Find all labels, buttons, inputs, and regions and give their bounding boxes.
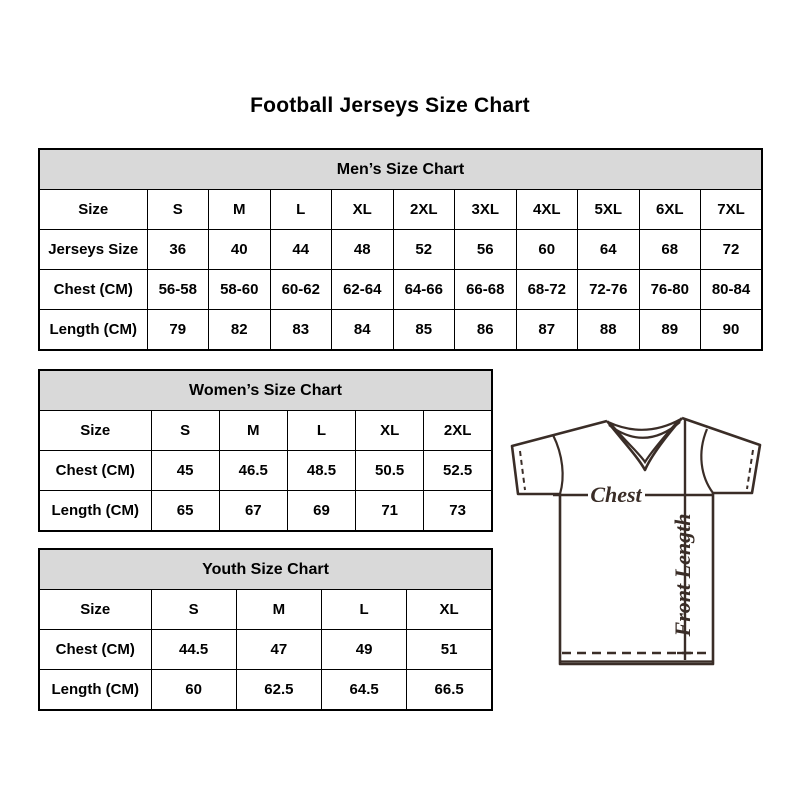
size-cell: 84: [332, 310, 394, 350]
table-row: [39, 190, 762, 230]
row-label: Chest (CM): [39, 630, 151, 670]
size-cell: 5XL: [578, 190, 640, 230]
left-armhole-seam: [553, 435, 563, 494]
table-row: [39, 491, 492, 531]
table-title: Men’s Size Chart: [39, 149, 762, 190]
size-cell: S: [147, 190, 209, 230]
row-label: Size: [39, 590, 151, 630]
table-header-row: [39, 370, 492, 411]
size-cell: 80-84: [701, 270, 763, 310]
womens-size-table: [38, 369, 493, 532]
size-cell: 52.5: [424, 451, 492, 491]
size-cell: L: [322, 590, 407, 630]
right-cuff-dashed-line: [747, 450, 753, 489]
table-row: [39, 310, 762, 350]
table-row: [39, 411, 492, 451]
size-cell: 72-76: [578, 270, 640, 310]
size-cell: 64: [578, 230, 640, 270]
size-cell: 64-66: [393, 270, 455, 310]
size-cell: 90: [701, 310, 763, 350]
row-label: Chest (CM): [39, 451, 151, 491]
size-cell: 68-72: [516, 270, 578, 310]
row-label: Chest (CM): [39, 270, 147, 310]
size-cell: 60: [516, 230, 578, 270]
size-cell: S: [151, 411, 219, 451]
front-length-measure-label: Front Length: [670, 513, 695, 637]
right-armhole-seam: [701, 429, 713, 493]
size-cell: XL: [332, 190, 394, 230]
left-cuff-dashed-line: [520, 451, 525, 490]
size-cell: 46.5: [219, 451, 287, 491]
jersey-diagram: [495, 405, 785, 675]
row-label: Jerseys Size: [39, 230, 147, 270]
size-cell: 3XL: [455, 190, 517, 230]
size-cell: 48.5: [287, 451, 355, 491]
size-cell: 85: [393, 310, 455, 350]
size-cell: 45: [151, 451, 219, 491]
size-cell: 2XL: [424, 411, 492, 451]
table-title: Women’s Size Chart: [39, 370, 492, 411]
size-cell: 82: [209, 310, 271, 350]
size-cell: 71: [356, 491, 424, 531]
size-cell: 51: [407, 630, 492, 670]
table-row: [39, 630, 492, 670]
size-cell: 50.5: [356, 451, 424, 491]
size-cell: 4XL: [516, 190, 578, 230]
chest-measure-label: Chest: [590, 482, 642, 507]
size-cell: 40: [209, 230, 271, 270]
size-cell: 89: [639, 310, 701, 350]
size-cell: 64.5: [322, 670, 407, 710]
page-title: Football Jerseys Size Chart: [250, 94, 530, 117]
size-cell: 73: [424, 491, 492, 531]
size-cell: 67: [219, 491, 287, 531]
table-title: Youth Size Chart: [39, 549, 492, 590]
youth-size-table: [38, 548, 493, 711]
row-label: Length (CM): [39, 491, 151, 531]
size-cell: 87: [516, 310, 578, 350]
mens-size-table: [38, 148, 763, 351]
table-row: [39, 451, 492, 491]
size-cell: 79: [147, 310, 209, 350]
table-header-row: [39, 549, 492, 590]
size-cell: 47: [236, 630, 321, 670]
size-cell: 66.5: [407, 670, 492, 710]
size-cell: 86: [455, 310, 517, 350]
size-cell: 83: [270, 310, 332, 350]
size-cell: 56: [455, 230, 517, 270]
size-cell: 7XL: [701, 190, 763, 230]
size-cell: 66-68: [455, 270, 517, 310]
size-cell: 48: [332, 230, 394, 270]
size-cell: 6XL: [639, 190, 701, 230]
size-cell: 88: [578, 310, 640, 350]
size-cell: 76-80: [639, 270, 701, 310]
row-label: Size: [39, 190, 147, 230]
size-cell: L: [287, 411, 355, 451]
size-cell: 49: [322, 630, 407, 670]
table-header-row: [39, 149, 762, 190]
size-cell: 62.5: [236, 670, 321, 710]
size-cell: M: [236, 590, 321, 630]
size-cell: 44.5: [151, 630, 236, 670]
size-cell: M: [219, 411, 287, 451]
row-label: Length (CM): [39, 310, 147, 350]
size-cell: 72: [701, 230, 763, 270]
size-cell: 44: [270, 230, 332, 270]
size-cell: 58-60: [209, 270, 271, 310]
size-cell: 60-62: [270, 270, 332, 310]
size-cell: M: [209, 190, 271, 230]
size-cell: L: [270, 190, 332, 230]
table-row: [39, 590, 492, 630]
row-label: Length (CM): [39, 670, 151, 710]
size-cell: 52: [393, 230, 455, 270]
size-cell: 69: [287, 491, 355, 531]
table-row: [39, 230, 762, 270]
size-cell: XL: [356, 411, 424, 451]
size-cell: 36: [147, 230, 209, 270]
size-cell: XL: [407, 590, 492, 630]
size-cell: 62-64: [332, 270, 394, 310]
table-row: [39, 670, 492, 710]
size-cell: 68: [639, 230, 701, 270]
size-cell: 56-58: [147, 270, 209, 310]
table-row: [39, 270, 762, 310]
size-cell: S: [151, 590, 236, 630]
size-cell: 60: [151, 670, 236, 710]
size-cell: 2XL: [393, 190, 455, 230]
row-label: Size: [39, 411, 151, 451]
size-cell: 65: [151, 491, 219, 531]
